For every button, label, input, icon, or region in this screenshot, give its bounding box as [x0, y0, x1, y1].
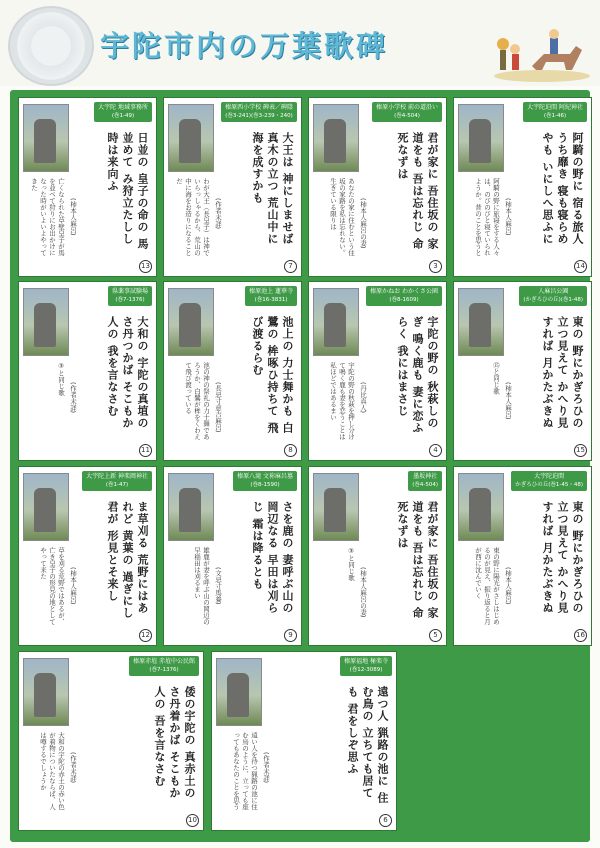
location-tag: [129, 656, 199, 676]
card-number: 15: [574, 444, 587, 457]
poem-translation: ⑮と同じ歌: [492, 362, 500, 395]
poem-author: (文忌寸馬養): [214, 567, 222, 605]
poem-text: 宇陀の野の 秋萩しのぎ 鳴く鹿も 妻に恋ふらく 我にはまさじ: [396, 316, 439, 434]
card-number: 11: [139, 444, 152, 457]
location-tag: [94, 102, 152, 122]
location-tag: [245, 286, 297, 306]
poem-translation: 大和の宇陀の赤土の赤い色が着物についたならば、人は噂するでしょうか: [39, 732, 65, 810]
poem-reference: (巻8-1590): [250, 482, 280, 488]
poem-text: 東の 野にかぎろひの 立つ見えて かへり見すれば 月かたぶきぬ: [541, 501, 584, 614]
poem-author: (丹比真人): [359, 382, 367, 414]
card-number: 5: [429, 629, 442, 642]
poem-text: 倭の宇陀の 真赤土の さ丹着かば そこもか人の 吾を言なさむ: [153, 686, 196, 799]
location-name: 大宇陀上新 神楽岡神社: [86, 473, 148, 480]
poem-reference: (巻7-1376): [149, 667, 179, 673]
poem-translation: わが大王（長皇子）は神でいらっしゃるから、荒山の中に海をお造りになることだ: [175, 178, 210, 256]
horse-rider-illustration-icon: [492, 26, 592, 82]
poem-reference: (巻3-241)(巻3-239・240): [225, 113, 293, 119]
poem-text: 東の 野にかぎろひの 立つ見えて かへり見すれば 月かたぶきぬ: [541, 316, 584, 429]
poem-reference: (巻8-1609): [389, 297, 419, 303]
decorative-emblem-icon: [8, 6, 94, 86]
poem-author: (柿本人麻呂): [504, 382, 512, 420]
poem-translation: 雄鹿が妻を呼ぶ山の岡辺の早稲田は刈るまい: [193, 547, 210, 625]
poem-text: ま草刈る 荒野にはあれど 黄葉の 過ぎにし君が 形見とそ来し: [106, 501, 149, 619]
poem-author: (作者未詳): [69, 752, 77, 784]
location-name: 榛原西小学校 碑表／碑陰: [225, 104, 293, 111]
location-name: 榛原池上 蓮華寺: [249, 288, 293, 295]
poem-author: (柿本人麻呂の妻): [359, 567, 367, 618]
card-number: 6: [379, 814, 392, 827]
location-name: 大宇陀迫間 阿紀神社: [527, 104, 583, 111]
poem-card: [453, 466, 592, 646]
poem-reference: (巻1-47): [105, 482, 129, 488]
poem-translation: 遠い人を待つ猟路の池に住む鳥のように、立っても座ってもあなたのことを思う: [232, 732, 258, 810]
poem-text: 日並の 皇子の命の 馬並めて み狩立たしし 時は来向ふ: [106, 132, 149, 250]
location-tag: [82, 471, 152, 491]
poem-card: [453, 97, 592, 277]
poem-author: (柿本人麻呂): [69, 567, 77, 605]
poem-reference: (巻7-1376): [115, 297, 145, 303]
poem-author: (柿本人麻呂の妻): [359, 198, 367, 249]
location-tag: [523, 102, 587, 122]
poem-card: [18, 466, 157, 646]
poem-author: (作者未詳): [69, 382, 77, 414]
location-name: 人麻呂公園: [538, 288, 569, 295]
poem-card: [211, 651, 397, 831]
poem-card: [308, 466, 447, 646]
poem-reference: (巻12-3089): [349, 667, 383, 673]
monument-photo: [23, 104, 69, 172]
poem-text: 君が家に 吾住坂の 家道をも 吾は忘れじ 命死なずは: [396, 501, 439, 619]
poem-reference: (巻16-3831): [254, 297, 288, 303]
poem-card: [163, 97, 302, 277]
poem-card: [308, 281, 447, 461]
card-number: 9: [284, 629, 297, 642]
monument-photo: [23, 658, 69, 726]
poem-card: [163, 281, 302, 461]
poem-translation: 亡くなられた草壁皇子が馬を並べて狩りにお出かけになった時がいよいよやってきた: [30, 178, 65, 256]
monument-photo: [313, 288, 359, 356]
poem-reference: (巻4-504): [394, 113, 420, 119]
poem-reference: (巻4-504): [412, 482, 438, 488]
card-number: 13: [139, 260, 152, 273]
poem-translation: 阿騎の野に旅寝をする人々は、のびのびと寝ていられようか。昔のことを思うと: [474, 178, 500, 256]
card-number: 14: [574, 260, 587, 273]
poem-author: (作者未詳): [262, 752, 270, 784]
location-name: 榛原かねお わかくさ公園: [370, 288, 438, 295]
card-number: 16: [574, 629, 587, 642]
poem-translation: あなたの家に住むという住坂の家路を私は忘れない。生きている限りは: [329, 178, 355, 256]
monument-photo: [458, 104, 504, 172]
monument-photo: [168, 288, 214, 356]
page-header: [0, 0, 600, 86]
monument-photo: [168, 104, 214, 172]
card-number: 10: [186, 814, 199, 827]
monument-photo: [458, 288, 504, 356]
monument-photo: [216, 658, 262, 726]
poem-reference: (巻1-49): [111, 113, 135, 119]
poem-card: [453, 281, 592, 461]
location-name: 大宇陀 地域事務所: [98, 104, 148, 111]
poem-translation: ③と同じ歌: [347, 547, 355, 581]
location-name: 墨坂神社: [413, 473, 438, 480]
poem-reference: (巻1-46): [543, 113, 567, 119]
poem-author: (柿本人麻呂): [504, 567, 512, 605]
location-name: 榛原赤埴 赤埴中公民館: [133, 658, 195, 665]
poem-reference: かぎろひの丘(巻1-45・48): [515, 482, 583, 488]
location-name: 大宇陀迫間: [534, 473, 565, 480]
card-number: 12: [139, 629, 152, 642]
location-tag: [233, 471, 297, 491]
location-name: 榛原八滝 文祢麻呂墓: [237, 473, 293, 480]
monument-photo: [313, 473, 359, 541]
location-name: 県薬事試験場: [111, 288, 148, 295]
poem-translation: ③と同じ歌: [57, 362, 65, 396]
location-name: 榛原小学校 前の道沿い: [376, 104, 438, 111]
location-tag: [366, 286, 442, 306]
poem-author: (長忌寸意吉麻呂): [214, 382, 222, 433]
location-tag: [340, 656, 392, 676]
card-number: 4: [429, 444, 442, 457]
poem-text: さを鹿の 妻呼ぶ山の 岡辺なる 早田は刈らじ 霜は降るとも: [251, 501, 294, 614]
card-number: 8: [284, 444, 297, 457]
poem-text: 君が家に 吾住坂の 家道をも 吾は忘れじ 命死なずは: [396, 132, 439, 250]
poem-author: (柿本人麻呂): [69, 198, 77, 236]
location-tag: [408, 471, 442, 491]
monument-photo: [23, 473, 69, 541]
poem-text: 遠つ人 猟路の池に 住む鳥の 立ちても居ても 君をしぞ思ふ: [346, 686, 389, 804]
poem-translation: 草を刈る荒野ではあるが、亡き皇子の形見の地としてやって来た: [39, 547, 65, 625]
location-tag: [221, 102, 297, 122]
monument-photo: [168, 473, 214, 541]
poem-text: 大和の 宇陀の真埴の さ丹つかば そこもか人の 我を言なさむ: [106, 316, 149, 429]
poem-text: 阿騎の野に 宿る旅人 うち靡き 寝も寝らめやも いにしへ思ふに: [541, 132, 584, 245]
poem-card: [18, 281, 157, 461]
monument-photo: [313, 104, 359, 172]
page-title: 宇陀市内の万葉歌碑: [100, 29, 389, 63]
poem-card: [163, 466, 302, 646]
location-name: 榛原福地 極楽寺: [344, 658, 388, 665]
location-tag: [108, 286, 152, 306]
card-number: 7: [284, 260, 297, 273]
monument-photo: [458, 473, 504, 541]
poem-card: [18, 651, 204, 831]
poem-text: 池上の 力士舞かも 白鷺の 桙啄ひ持ちて 飛び渡るらむ: [251, 316, 294, 434]
poem-card: [18, 97, 157, 277]
poem-author: (作者未詳): [214, 198, 222, 230]
poem-translation: 池の神の祭礼の力士舞であろうか、白鷺が桙をくわえて飛び渡っている: [184, 362, 210, 440]
monument-photo: [23, 288, 69, 356]
poem-translation: 宇陀の野の秋萩を押し分けて鳴く鹿も妻を恋うことは私ほどではあるまい: [329, 362, 355, 440]
card-number: 3: [429, 260, 442, 273]
poem-card: [308, 97, 447, 277]
location-tag: [511, 471, 587, 491]
location-tag: [372, 102, 442, 122]
location-tag: [519, 286, 587, 306]
poem-text: 大王は 神にしませば 真木の立つ 荒山中に 海を成すかも: [251, 132, 294, 245]
poem-reference: (かぎろひの丘)(巻1-48): [523, 297, 583, 303]
poem-translation: 東の野に陽光がさしはじめるのが見え、振り返ると月が西に沈んでいく: [474, 547, 500, 625]
poem-author: (柿本人麻呂): [504, 198, 512, 236]
